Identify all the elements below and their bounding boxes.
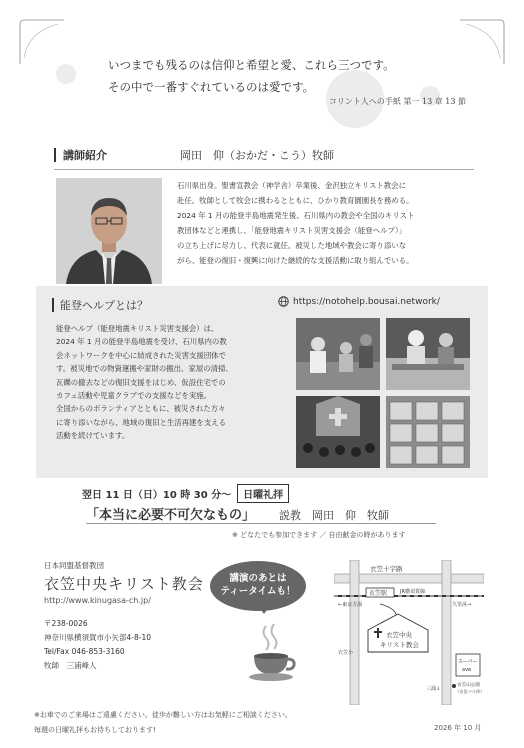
tea-time-bubble xyxy=(210,561,306,611)
verse-line-1: いつまでも残るのは信仰と希望と愛、これら三つです。 xyxy=(108,58,395,72)
church-website[interactable]: http://www.kinugasa-ch.jp/ xyxy=(44,596,151,605)
activity-photo-kitchen xyxy=(386,318,470,390)
map-label-park: 衣笠山公園 xyxy=(457,683,480,688)
map-label-station: 衣笠駅 xyxy=(369,590,388,597)
noto-help-url[interactable] xyxy=(278,296,440,307)
help-line: 2024 年 1 月の能登半島地震を受け、石川県内の教 xyxy=(56,337,227,347)
service-info xyxy=(82,484,289,503)
verse-citation: コリント人への手紙 第一 13 章 13 節 xyxy=(328,97,466,106)
heading-bar xyxy=(54,148,56,162)
sermon xyxy=(86,504,389,523)
help-line: 瓦礫の撤去などの復旧支援をはじめ、仮設住宅での xyxy=(56,377,226,387)
bubble-line-1: 講演のあとは xyxy=(229,573,287,584)
noto-help-description xyxy=(56,322,288,443)
service-time: 翌日 11 日（日）10 時 30 分～ xyxy=(82,490,232,501)
sunday-service-badge: 日曜礼拝 xyxy=(237,484,289,503)
map-label-crossing: 衣笠十字路 xyxy=(370,565,403,573)
help-line: に寄り添いながら、地域の復旧と生活再建を支える xyxy=(56,417,226,427)
bio-line: 2024 年 1 月の能登半島地震発生後、石川県内の教会や全国のキリスト xyxy=(177,211,415,220)
help-line: 全国からのボランティアとともに、被災された方々 xyxy=(56,404,226,414)
bubble-line-2: ティータイムも！ xyxy=(220,586,296,597)
church-pastor: 牧師 三浦峰人 xyxy=(44,661,97,670)
map-label-school: 衣笠小 xyxy=(338,650,354,656)
map-label-to-tokyo: ←東京方面 xyxy=(338,602,363,608)
lecturer-heading xyxy=(54,146,474,166)
map-label-road: 三浦↓ xyxy=(426,686,441,692)
service-note: ※ どなたでも参加できます ／ 自由献金の時があります xyxy=(232,531,406,539)
issue-date: 2026 年 10 月 xyxy=(434,724,482,732)
divider xyxy=(86,523,436,524)
corner-ornament-top-left xyxy=(18,18,66,66)
activity-photos xyxy=(296,318,470,468)
footer-notes xyxy=(34,708,292,738)
access-map xyxy=(334,560,484,705)
noto-help-title: 能登ヘルプとは？ xyxy=(60,299,148,312)
bubble-tail xyxy=(258,606,270,614)
sermon-title: 「本当に必要不可欠なもの」 xyxy=(86,508,256,523)
help-line: 能登ヘルプ（能登地震キリスト災害支援会）は、 xyxy=(56,324,219,333)
coffee-cup-icon xyxy=(246,622,298,684)
church-zip: 〒238-0026 xyxy=(44,619,88,628)
bible-verse xyxy=(108,54,466,106)
map-label-park-2: （京急バス停） xyxy=(455,689,484,694)
globe-icon xyxy=(278,296,289,307)
map-label-to-kurihama: 久里浜→ xyxy=(452,602,472,608)
lecturer-photo xyxy=(56,178,162,284)
footer-note-2: 毎週の日曜礼拝もお待ちしております! xyxy=(34,726,156,734)
help-line: 活動を続けています。 xyxy=(56,431,130,441)
bio-line: 教団体などと連携し、「能登地震キリスト災害支援会（能登ヘルプ）」 xyxy=(177,226,407,235)
map-label-line: JR横須賀線 xyxy=(400,589,425,595)
church-denomination: 日本同盟基督教団 xyxy=(44,561,104,570)
bio-line: 赴任。牧師として牧会に携わるとともに、ひかり教育園園長を務める。 xyxy=(177,196,414,205)
decor-circle xyxy=(56,64,76,84)
divider xyxy=(54,169,474,170)
activity-photo-supplies xyxy=(386,396,470,468)
map-label-church: 衣笠中央 xyxy=(386,631,412,639)
help-line: カフェ活動や児童クラブでの支援などを実施。 xyxy=(56,391,212,401)
activity-photo-gathering xyxy=(296,396,380,468)
activity-photo-volunteers xyxy=(296,318,380,390)
church-tel: Tel/Fax 046-853-3160 xyxy=(44,647,125,656)
sermon-speaker: 説教 岡田 仰 牧師 xyxy=(279,509,390,522)
church-name: 衣笠中央キリスト教会 xyxy=(44,575,204,593)
help-line: 会ネットワークを中心に結成された災害支援団体で xyxy=(56,350,226,360)
corner-ornament-top-right xyxy=(458,18,506,66)
heading-bar xyxy=(52,298,54,312)
lecturer-section-title: 講師紹介 xyxy=(63,149,107,162)
church-address-block xyxy=(44,617,244,673)
bio-line: がら、能登の復旧・復興に向けた継続的な支援活動に取り組んでいる。 xyxy=(177,256,414,265)
verse-line-2: その中で一番すぐれているのは愛です。 xyxy=(108,80,315,94)
lecturer-bio xyxy=(177,178,477,268)
footer-note-1: ※お車でのご来場はご遠慮ください。徒歩が難しい方はお気軽にご相談ください。 xyxy=(34,711,292,719)
map-label-supermarket: スーパー xyxy=(458,659,478,665)
map-label-church-2: キリスト教会 xyxy=(380,641,419,649)
bio-line: の立ち上げに尽力し、代表に就任。被災した地域や教会に寄り添いな xyxy=(177,241,407,250)
lecturer-name: 岡田 仰（おかだ・こう）牧師 xyxy=(180,149,334,162)
church-address: 神奈川県横須賀市小矢部4-8-10 xyxy=(44,633,151,642)
help-line: す。被災地での物資運搬や家財の搬出、家屋の清掃、 xyxy=(56,364,233,374)
bio-line: 石川県出身。聖書宣教会（神学舎）卒業後、金沢独立キリスト教会に xyxy=(177,181,406,190)
map-label-supermarket-2: ave xyxy=(462,667,472,673)
noto-help-url-text[interactable]: https://notohelp.bousai.network/ xyxy=(293,297,440,307)
